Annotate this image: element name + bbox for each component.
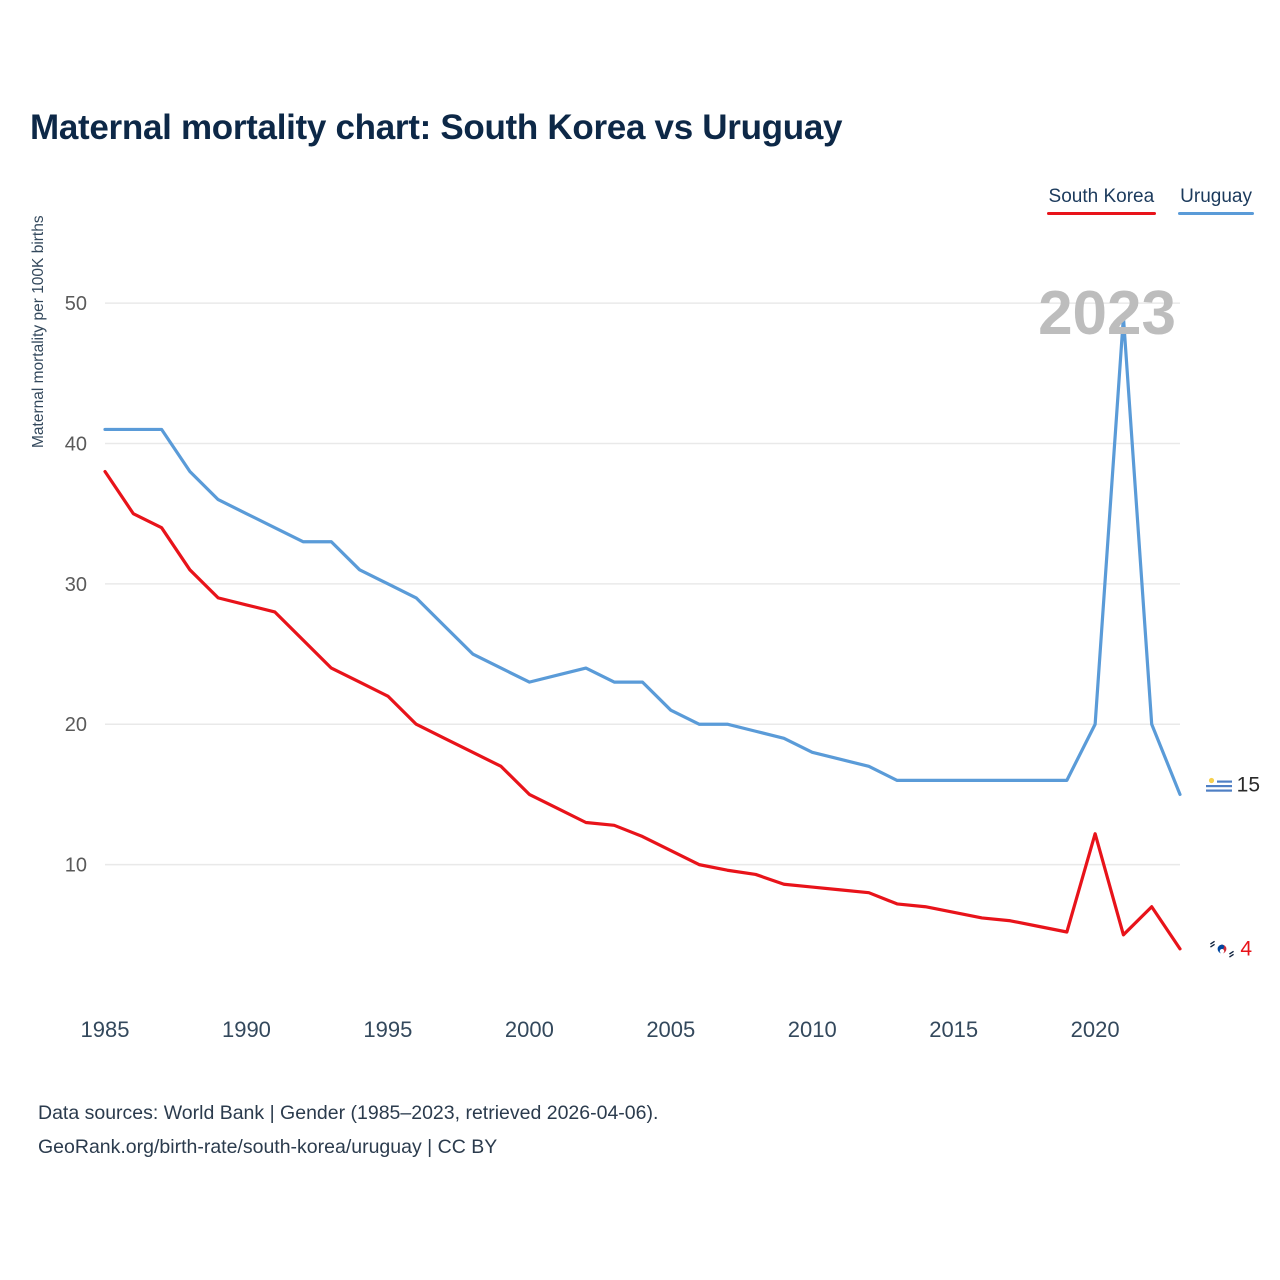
svg-text:2000: 2000	[504, 1017, 554, 1042]
svg-text:1990: 1990	[221, 1017, 271, 1042]
legend-swatch-south-korea	[1047, 212, 1157, 215]
svg-text:50: 50	[64, 293, 87, 316]
svg-text:2020: 2020	[1070, 1017, 1120, 1042]
series-line-uruguay	[105, 317, 1180, 794]
legend-swatch-uruguay	[1178, 212, 1254, 215]
legend-item-uruguay[interactable]	[1178, 186, 1254, 215]
footer-line-1: Data sources: World Bank | Gender (1985–2023, retrieved 2026-04-06).	[38, 1101, 659, 1124]
legend-label-south-korea: South Korea	[1048, 186, 1155, 207]
svg-text:1985: 1985	[80, 1017, 130, 1042]
svg-text:2005: 2005	[646, 1017, 696, 1042]
end-label-uruguay	[1206, 773, 1260, 797]
footer-line-2: GeoRank.org/birth-rate/south-korea/uruguay | CC BY	[38, 1135, 498, 1158]
series-line-south-korea	[105, 472, 1180, 949]
chart-legend	[1047, 186, 1254, 215]
svg-text:10: 10	[64, 854, 87, 877]
svg-text:1995: 1995	[363, 1017, 413, 1042]
uruguay-flag-icon	[1206, 776, 1232, 794]
end-value-uruguay: 15	[1236, 773, 1260, 797]
legend-item-south-korea[interactable]	[1047, 186, 1157, 215]
svg-text:2015: 2015	[929, 1017, 979, 1042]
footer-note	[38, 1096, 658, 1164]
svg-text:20: 20	[64, 714, 87, 737]
legend-label-uruguay: Uruguay	[1180, 186, 1252, 207]
end-value-south-korea: 4	[1240, 937, 1252, 961]
page-title: Maternal mortality chart: South Korea vs Uruguay	[30, 108, 843, 147]
south-korea-flag-icon	[1209, 940, 1235, 958]
svg-text:2010: 2010	[787, 1017, 837, 1042]
svg-text:40: 40	[64, 433, 87, 456]
svg-text:30: 30	[64, 573, 87, 596]
x-axis-tick-labels	[81, 1017, 1120, 1042]
end-label-south-korea	[1209, 937, 1252, 961]
y-axis-label: Maternal mortality per 100K births	[30, 215, 47, 448]
y-axis-tick-labels	[65, 293, 87, 877]
highlight-year: 2023	[1038, 279, 1176, 348]
